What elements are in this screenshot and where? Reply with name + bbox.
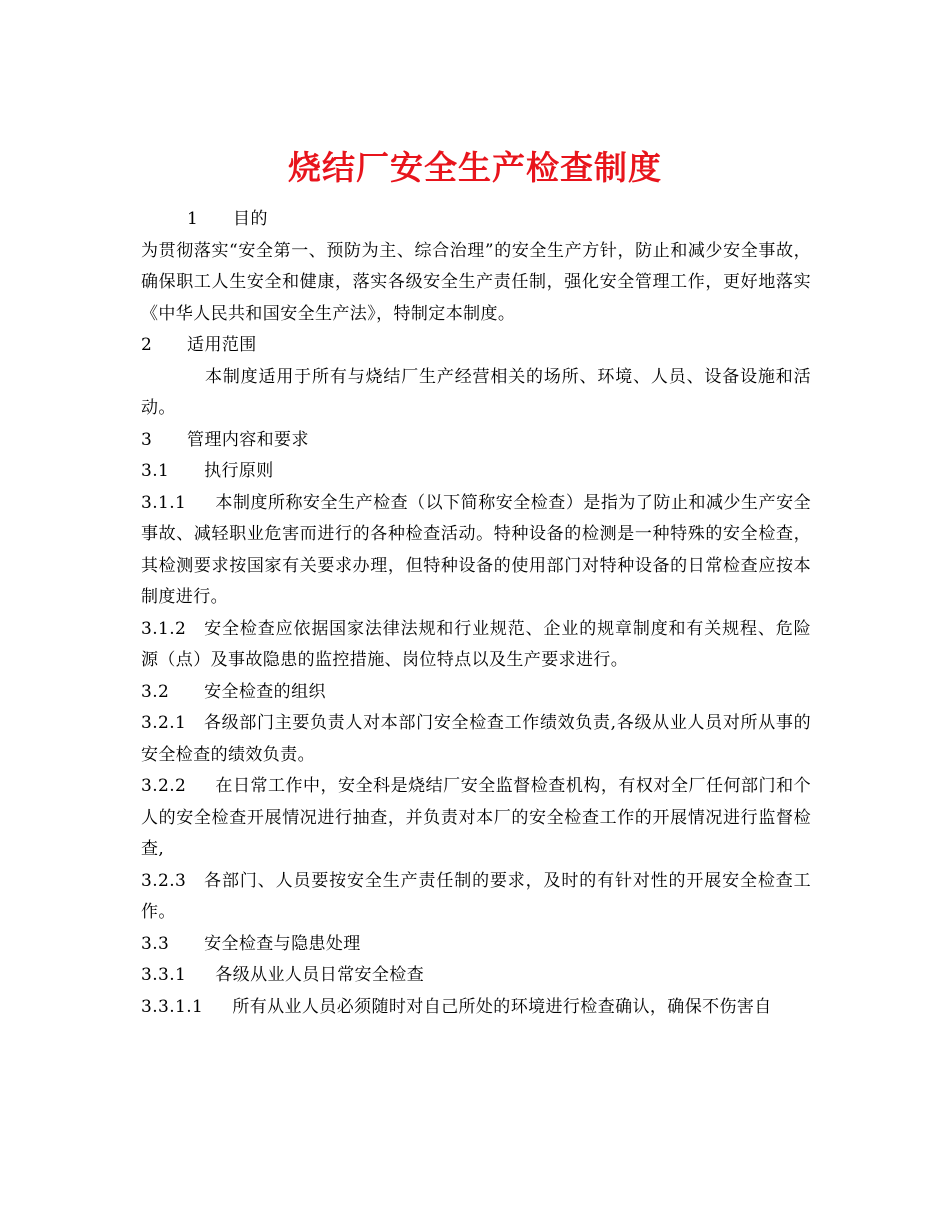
section-number: 3 [141,429,153,450]
section-gap [186,614,203,646]
section-gap [169,677,204,709]
section-text: 各级部门主要负责人对本部门安全检查工作绩效负责,各级从业人员对所从事的安全检查的绩效负责。 [141,713,811,765]
section-3-1-2 [141,614,811,677]
section-3 [141,425,811,457]
section-gap [203,992,232,1024]
paragraph [141,362,811,425]
section-gap [169,929,204,961]
section-3-3-1 [141,960,811,992]
section-text: 所有从业人员必须随时对自己所处的环境进行检查确认，确保不伤害自 [232,996,772,1017]
section-number: 3.3.1 [141,965,187,985]
section-gap [186,488,215,520]
section-number: 3.2.3 [141,870,187,891]
section-text: 安全检查的组织 [204,681,326,702]
section-3-2-1 [141,708,811,771]
section-gap [152,330,187,362]
document-body [141,204,811,1023]
section-3-3 [141,929,811,961]
section-text: 安全检查与隐患处理 [204,933,361,954]
section-3-2-3 [141,866,811,929]
section-number: 3.2.1 [141,713,187,733]
section-text: 各部门、人员要按安全生产责任制的要求，及时的有针对性的开展安全检查工作。 [141,870,811,922]
section-text: 管理内容和要求 [187,429,309,450]
section-number: 1 [187,209,199,229]
section-3-2 [141,677,811,709]
section-gap [169,456,204,488]
section-text: 本制度适用于所有与烧结厂生产经营相关的场所、环境、人员、设备设施和活动。 [141,366,811,418]
section-text: 执行原则 [204,461,274,481]
section-text: 目的 [233,209,268,229]
section-number: 3.2.2 [141,776,187,796]
section-3-1 [141,456,811,488]
document-title: 烧结厂安全生产检查制度 [288,148,662,188]
section-text: 适用范围 [187,335,257,355]
section-text: 为贯彻落实“安全第一、预防为主、综合治理”的安全生产方针，防止和减少安全事故，确保职工人生安全和健康，落实各级安全生产责任制，强化安全管理工作，更好地落实《中华人民共和国安全生产法》，特制定本制度。 [141,240,811,324]
section-text: 安全检查应依据国家法律法规和行业规范、企业的规章制度和有关规程、危险源（点）及事故隐患的监控措施、岗位特点以及生产要求进行。 [141,618,811,670]
section-number: 3.1.1 [141,492,187,513]
section-gap [186,960,215,992]
section-gap [152,425,187,457]
section-1 [141,204,811,236]
section-number: 2 [141,335,153,355]
section-text: 本制度所称安全生产检查（以下简称安全检查）是指为了防止和减少生产安全事故、减轻职业危害而进行的各种检查活动。特种设备的检测是一种特殊的安全检查，其检测要求按国家有关要求办理，但特种设备的使用部门对特种设备的日常检查应按本制度进行。 [141,492,811,607]
section-3-1-1 [141,488,811,614]
section-gap [186,771,215,803]
section-gap [186,708,203,740]
section-text: 在日常工作中，安全科是烧结厂安全监督检查机构，有权对全厂任何部门和个人的安全检查开展情况进行抽查，并负责对本厂的安全检查工作的开展情况进行监督检查, [141,776,811,859]
section-number: 3.3.1.1 [141,996,204,1017]
section-gap [198,204,233,236]
section-number: 3.1.2 [141,618,187,639]
section-3-2-2 [141,771,811,866]
section-text: 各级从业人员日常安全检查 [215,965,425,985]
section-number: 3.1 [141,461,170,481]
section-number: 3.3 [141,933,170,954]
section-number: 3.2 [141,681,170,702]
paragraph [141,236,811,331]
section-3-3-1-1 [141,992,811,1024]
section-2 [141,330,811,362]
section-gap [186,866,203,898]
